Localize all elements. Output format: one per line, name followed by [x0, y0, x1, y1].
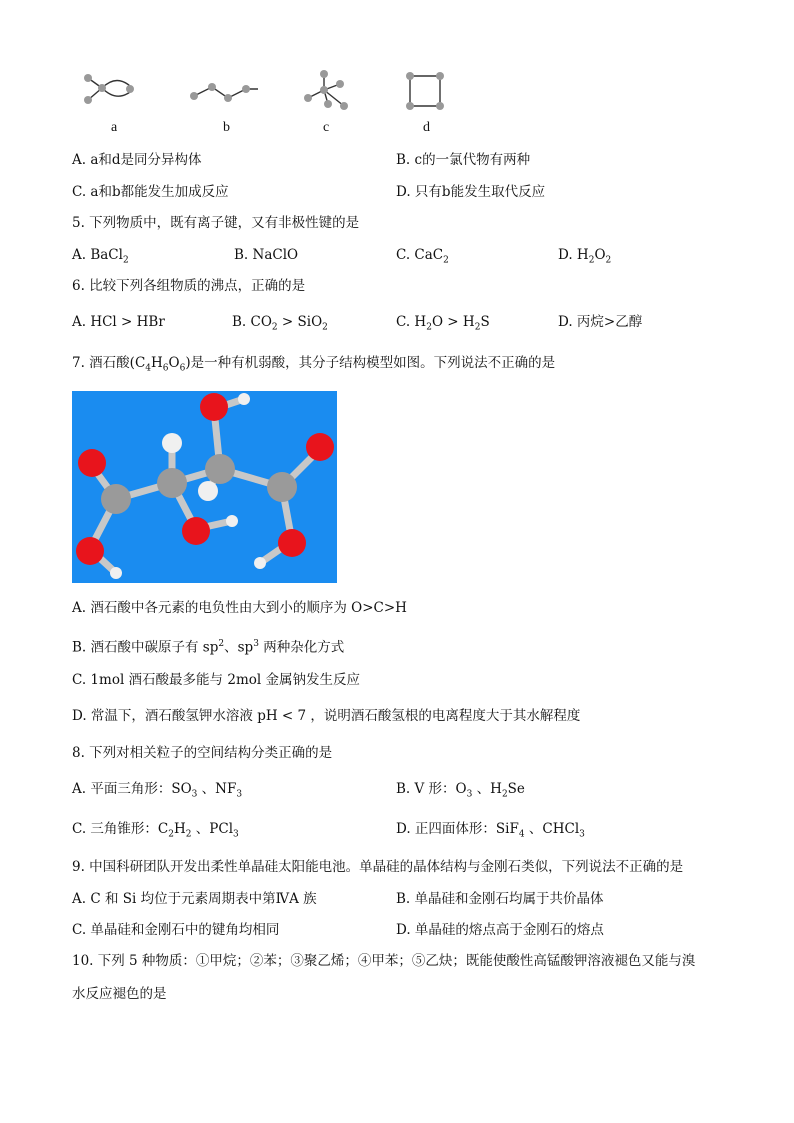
q4-option-c: C. a和b都能发生加成反应 — [72, 184, 229, 200]
molecule-c-figure — [300, 68, 354, 116]
q6-option-a: A. HCl > HBr — [72, 314, 165, 330]
q6-option-c: C. $H_2O > H_2S$ — [396, 314, 490, 333]
q5-stem: 5. 下列物质中，既有离子键，又有非极性键的是 — [72, 215, 360, 231]
q5-option-d: D. $H_2O_2$ — [558, 247, 612, 266]
q9-option-a: A. C 和 Si 均位于元素周期表中第ⅣA 族 — [72, 891, 317, 907]
q8-stem: 8. 下列对相关粒子的空间结构分类正确的是 — [72, 745, 333, 761]
q7-stem: 7. 酒石酸$(C_4H_6O_6)$是一种有机弱酸，其分子结构模型如图。下列说法不正确的是 — [72, 355, 556, 374]
molecule-label-c: c — [323, 120, 330, 135]
molecule-label-d: d — [423, 120, 430, 135]
molecule-a-figure — [76, 70, 138, 112]
q4-option-a: A. a和d是同分异构体 — [72, 152, 202, 168]
q7-option-b: B. 酒石酸中碳原子有 $sp^2$、$sp^3$ 两种杂化方式 — [72, 639, 345, 656]
q8-option-d: D. 正四面体形：SiF$_4$ 、CHCl$_3$ — [396, 821, 585, 840]
q6-option-d: D. 丙烷>乙醇 — [558, 314, 643, 330]
q7-option-c: C. 1mol 酒石酸最多能与 2mol 金属钠发生反应 — [72, 672, 360, 688]
q5-option-b: B. NaClO — [234, 247, 299, 263]
molecule-label-a: a — [111, 120, 118, 135]
q8-option-b: B. V 形：$O_3$ 、$H_2Se$ — [396, 781, 525, 800]
q9-stem: 9. 中国科研团队开发出柔性单晶硅太阳能电池。单晶硅的晶体结构与金刚石类似，下列说法不正确的是 — [72, 859, 684, 875]
q5-option-a: A. BaCl$_2$ — [72, 247, 129, 266]
q10-stem-line2: 水反应褪色的是 — [72, 986, 167, 1002]
q7-option-a: A. 酒石酸中各元素的电负性由大到小的顺序为 O>C>H — [72, 600, 407, 616]
q8-option-a: A. 平面三角形：$SO_3$ 、$NF_3$ — [72, 781, 243, 800]
molecule-b-figure — [188, 80, 264, 106]
q6-option-b: B. $CO_2 > SiO_2$ — [232, 314, 328, 333]
q4-option-b: B. c的一氯代物有两种 — [396, 152, 531, 168]
q9-option-c: C. 单晶硅和金刚石中的键角均相同 — [72, 922, 280, 938]
q5-option-c: C. CaC$_2$ — [396, 247, 449, 266]
q4-option-d: D. 只有b能发生取代反应 — [396, 184, 546, 200]
tartaric-acid-model-image — [72, 391, 337, 583]
molecule-label-b: b — [223, 120, 230, 135]
q9-option-b: B. 单晶硅和金刚石均属于共价晶体 — [396, 891, 604, 907]
q8-option-c: C. 三角锥形：$C_2H_2$ 、PCl$_3$ — [72, 821, 239, 840]
q10-stem-line1: 10. 下列 5 种物质：①甲烷；②苯；③聚乙烯；④甲苯；⑤乙炔；既能使酸性高锰酸钾溶液褪色又能与溴 — [72, 953, 696, 969]
molecule-d-figure — [402, 70, 448, 112]
q9-option-d: D. 单晶硅的熔点高于金刚石的熔点 — [396, 922, 604, 938]
q6-stem: 6. 比较下列各组物质的沸点，正确的是 — [72, 278, 306, 294]
q7-option-d: D. 常温下，酒石酸氢钾水溶液 pH < 7 ，说明酒石酸氢根的电离程度大于其水解程度 — [72, 708, 581, 724]
